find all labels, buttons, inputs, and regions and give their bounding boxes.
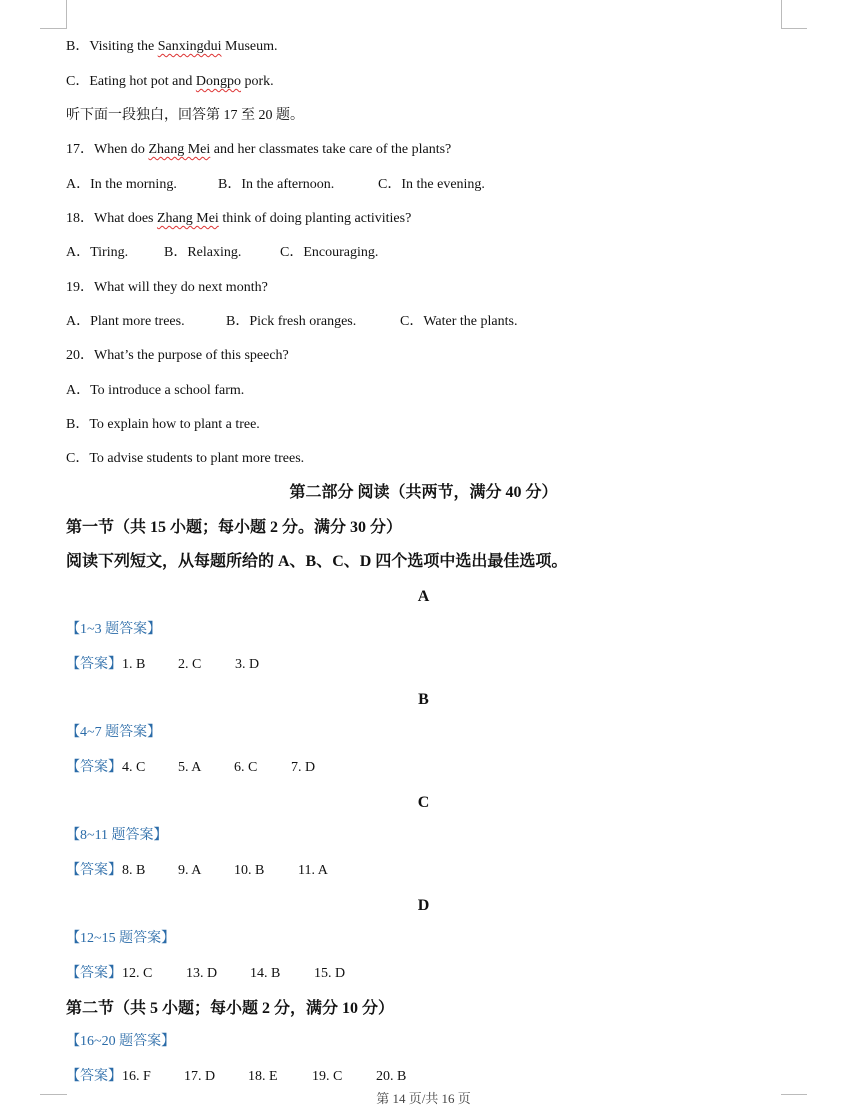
q17-option-b: B．In the afternoon. — [218, 177, 335, 192]
reading-instruction: 阅读下列短文，从每题所给的 A、B、C、D 四个选项中选出最佳选项。 — [66, 553, 568, 570]
answer-1: 1. B — [122, 657, 146, 672]
passage-d-letter: D — [417, 897, 430, 914]
passage-b-answers — [66, 759, 315, 777]
q18-prefix: 18．What does — [66, 211, 157, 226]
q20-option-b: B．To explain how to plant a tree. — [66, 417, 260, 432]
answer-2: 2. C — [178, 657, 202, 672]
answer-19: 19. C — [312, 1069, 343, 1084]
option-b-squig: Sanxingdui — [157, 39, 222, 54]
answer-10: 10. B — [234, 863, 265, 878]
monologue-intro: 听下面一段独白，回答第 17 至 20 题。 — [66, 108, 304, 123]
passage-b-range: 【4~7 题答案】 — [66, 725, 162, 740]
question-17 — [66, 141, 451, 159]
passage-d-answers — [66, 965, 345, 983]
section1-title: 第一节（共 15 小题；每小题 2 分。满分 30 分） — [66, 519, 403, 536]
answer-label: 【答案】 — [66, 760, 122, 775]
answer-5: 5. A — [178, 760, 202, 775]
q17-option-c: C．In the evening. — [378, 177, 485, 192]
answer-20: 20. B — [376, 1069, 407, 1084]
page-footer: 第 14 页/共 16 页 — [376, 1091, 471, 1106]
q17-option-a: A．In the morning. — [66, 177, 177, 192]
q18-option-c: C．Encouraging. — [280, 245, 379, 260]
q17-suffix: and her classmates take care of the plants? — [210, 142, 452, 157]
answer-16: 16. F — [122, 1069, 151, 1084]
q19-option-b: B．Pick fresh oranges. — [226, 314, 357, 329]
passage-c-answers — [66, 862, 328, 880]
passage-c-range: 【8~11 题答案】 — [66, 828, 168, 843]
answer-4: 4. C — [122, 760, 146, 775]
answer-12: 12. C — [122, 966, 153, 981]
section2-range: 【16~20 题答案】 — [66, 1034, 176, 1049]
crop-mark-top-left-h — [40, 28, 67, 29]
option-b-line — [66, 38, 278, 56]
passage-a-answers — [66, 656, 259, 674]
answer-label: 【答案】 — [66, 966, 122, 981]
crop-mark-top-left-v — [66, 0, 67, 28]
answer-18: 18. E — [248, 1069, 278, 1084]
part2-title: 第二部分 阅读（共两节，满分 40 分） — [289, 484, 558, 501]
section2-answers — [66, 1068, 406, 1086]
q18-options — [66, 244, 378, 262]
crop-mark-top-right-h — [781, 28, 807, 29]
section2-title: 第二节（共 5 小题；每小题 2 分，满分 10 分） — [66, 1000, 395, 1017]
q18-option-a: A．Tiring. — [66, 245, 129, 260]
q18-squig: Zhang Mei — [156, 211, 219, 226]
passage-c-letter: C — [417, 794, 430, 811]
question-20: 20．What’s the purpose of this speech? — [66, 348, 289, 363]
q17-prefix: 17．When do — [66, 142, 149, 157]
answer-9: 9. A — [178, 863, 202, 878]
option-b-prefix: B．Visiting the — [66, 39, 158, 54]
answer-7: 7. D — [291, 760, 316, 775]
option-b-suffix: Museum. — [221, 39, 278, 54]
passage-d-range: 【12~15 题答案】 — [66, 931, 176, 946]
q19-options — [66, 313, 517, 331]
q18-suffix: think of doing planting activities? — [218, 211, 412, 226]
q19-option-c: C．Water the plants. — [400, 314, 518, 329]
crop-mark-top-right-v — [781, 0, 782, 28]
q20-option-c: C．To advise students to plant more trees. — [66, 451, 305, 466]
passage-b-letter: B — [418, 691, 429, 708]
q18-option-b: B．Relaxing. — [164, 245, 242, 260]
passage-a-letter: A — [417, 588, 430, 605]
answer-17: 17. D — [184, 1069, 216, 1084]
answer-15: 15. D — [314, 966, 346, 981]
q20-option-a: A．To introduce a school farm. — [66, 383, 245, 398]
question-18 — [66, 210, 411, 228]
answer-14: 14. B — [250, 966, 281, 981]
answer-6: 6. C — [234, 760, 258, 775]
q19-option-a: A．Plant more trees. — [66, 314, 185, 329]
answer-8: 8. B — [122, 863, 146, 878]
answer-label: 【答案】 — [66, 657, 122, 672]
answer-13: 13. D — [186, 966, 218, 981]
option-c-suffix: pork. — [241, 74, 274, 89]
answer-3: 3. D — [235, 657, 260, 672]
answer-label: 【答案】 — [66, 1069, 122, 1084]
question-19: 19．What will they do next month? — [66, 280, 268, 295]
option-c-line — [66, 73, 274, 91]
q17-options — [66, 176, 485, 194]
option-c-squig: Dongpo — [195, 74, 242, 89]
q17-squig: Zhang Mei — [148, 142, 211, 157]
option-c-prefix: C．Eating hot pot and — [66, 74, 196, 89]
answer-label: 【答案】 — [66, 863, 122, 878]
passage-a-range: 【1~3 题答案】 — [66, 622, 162, 637]
answer-11: 11. A — [298, 863, 328, 878]
